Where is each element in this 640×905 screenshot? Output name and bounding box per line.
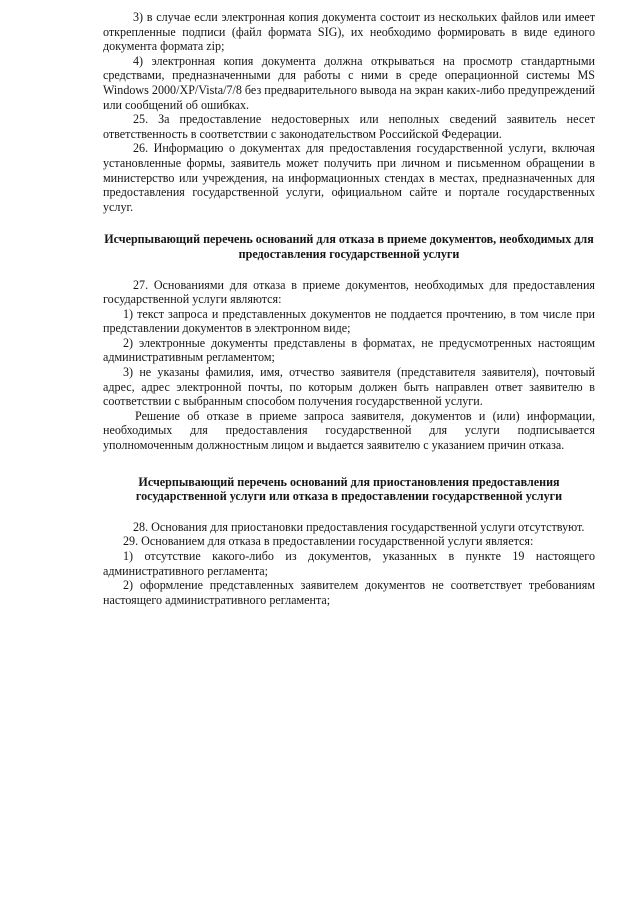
paragraph-27: 27. Основаниями для отказа в приеме документов, необходимых для предоставления государственной услуги являются:: [103, 277, 595, 307]
paragraph-27-item-3: 3) не указаны фамилия, имя, отчество заявителя (представителя заявителя), почтовый адрес, адрес электронной почты, по которым должен быть направлен ответ заявителю в соответствии с выбранным способом получения государственной услуги.: [103, 365, 595, 409]
paragraph-25: 25. За предоставление недостоверных или неполных сведений заявитель несет ответственность в соответствии с законодательством Российской Федерации.: [103, 112, 595, 141]
paragraph-refusal-decision: Решение об отказе в приеме запроса заявителя, документов и (или) информации, необходимых для предоставления государственной для услуги подписывается уполномоченным должностным лицом и выдается заявителю с указанием причин отказа.: [103, 408, 595, 453]
section-heading-refusal-acceptance: Исчерпывающий перечень оснований для отказа в приеме документов, необходимых для предоставления государственной услуги: [104, 232, 594, 261]
paragraph-item-3: 3) в случае если электронная копия документа состоит из нескольких файлов или имеет открепленные подписи (файл формата SIG), их необходимо формировать в виде единого документа формата zip;: [103, 10, 595, 54]
document-page: [103, 10, 595, 607]
paragraph-26: 26. Информацию о документах для предоставления государственной услуги, включая установленные формы, заявитель может получить при личном и письменном обращении в министерство или учреждения, на информационных стендах в местах, предназначенных для предоставления государственной услуги, официальном сайте и портале государственных услуг.: [103, 141, 595, 214]
section-heading-suspension-refusal: Исчерпывающий перечень оснований для приостановления предоставления государственной услуги или отказа в предоставлении государственной услуги: [135, 474, 563, 504]
paragraph-29: 29. Основанием для отказа в предоставлении государственной услуги является:: [123, 534, 534, 549]
paragraph-29-item-2: 2) оформление представленных заявителем документов не соответствует требованиям настоящего административного регламента;: [103, 578, 595, 607]
paragraph-29-item-1: 1) отсутствие какого-либо из документов, указанных в пункте 19 настоящего административного регламента;: [103, 549, 595, 578]
paragraph-item-4: 4) электронная копия документа должна открываться на просмотр стандартными средствами, предназначенными для работы с ними в среде операционной системы MS Windows 2000/XP/Vista/7/8 без предварительного вывода на экран каких-либо предупреждений или сообщений об ошибках.: [103, 53, 595, 112]
paragraph-27-item-1: 1) текст запроса и представленных документов не поддается прочтению, в том числе при представлении документов в электронном виде;: [103, 306, 595, 336]
paragraph-28: 28. Основания для приостановки предоставления государственной услуги отсутствуют.: [133, 519, 585, 534]
paragraph-27-item-2: 2) электронные документы представлены в форматах, не предусмотренных настоящим административным регламентом;: [103, 335, 595, 365]
